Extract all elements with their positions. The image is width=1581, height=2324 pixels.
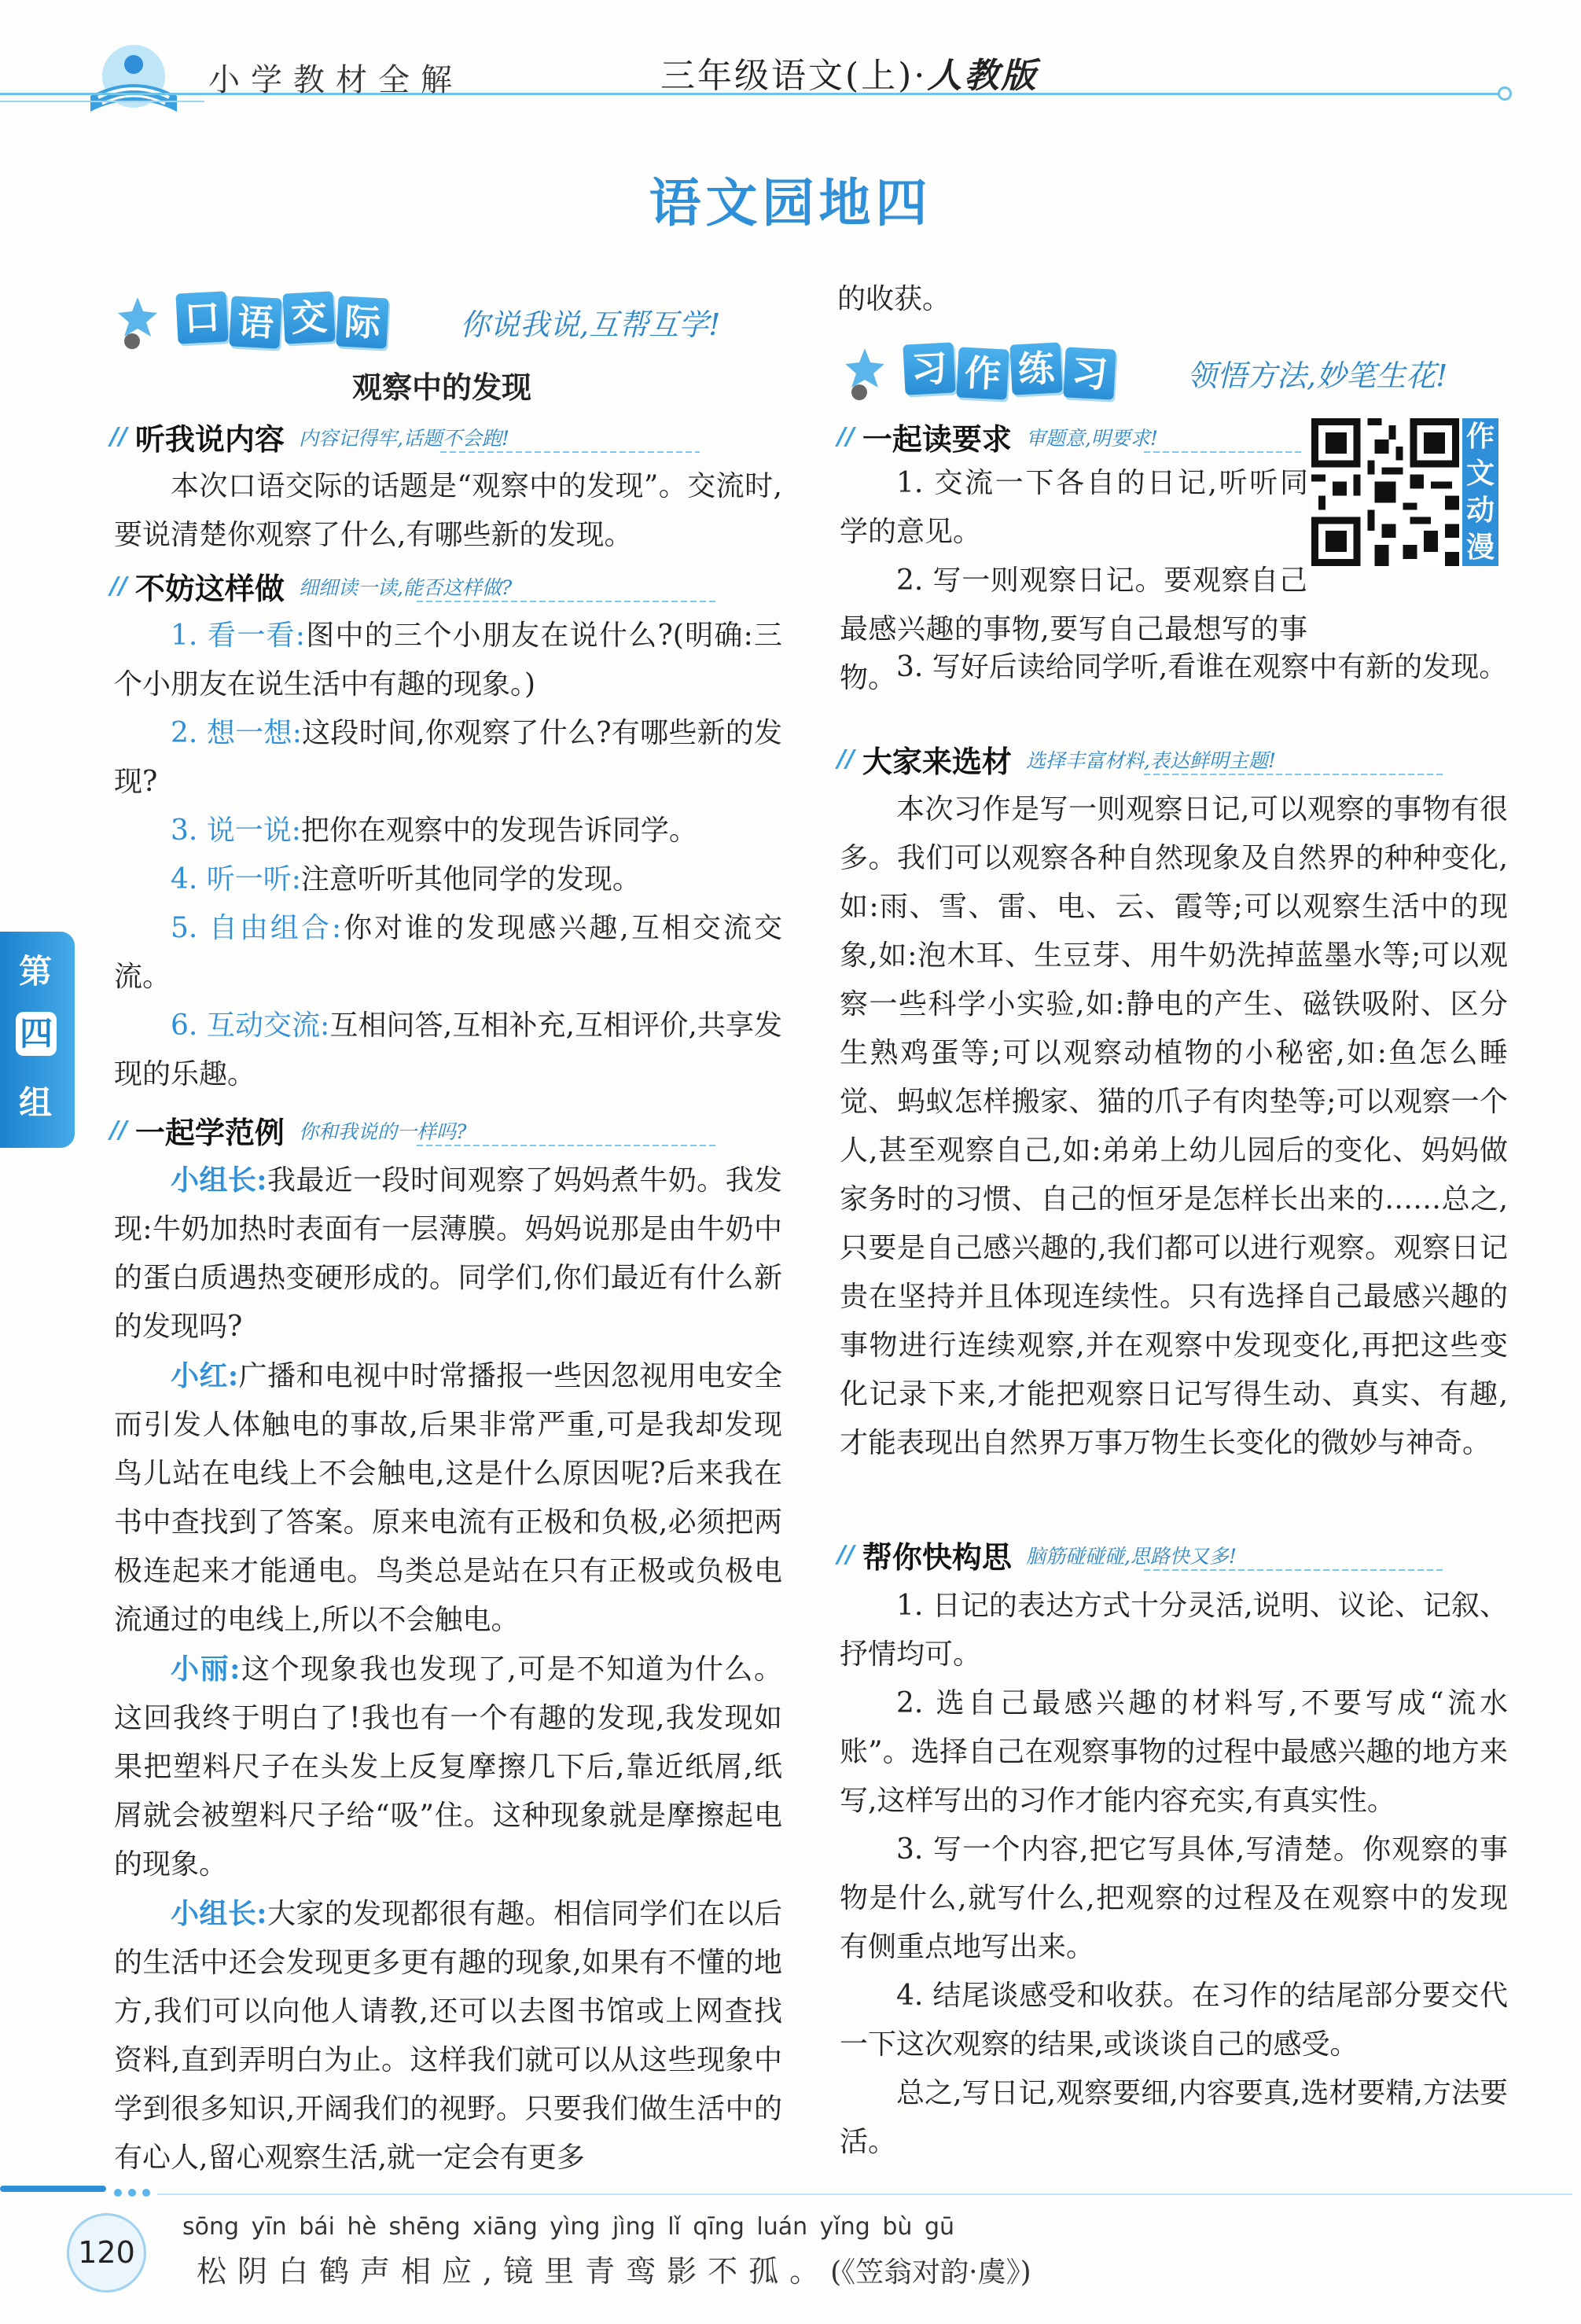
slash-icon: // bbox=[110, 423, 127, 450]
footer-bar bbox=[0, 2186, 106, 2192]
couplet-text: 松阴白鹤声相应,镜里青鸾影不孤。 bbox=[197, 2254, 831, 2289]
oral-slogan: 你说我说,互帮互学! bbox=[460, 307, 721, 342]
dotted-underline bbox=[417, 1145, 715, 1146]
series-name: 小学教材全解 bbox=[208, 62, 463, 98]
dialog-line: 小组长:大家的发现都很有趣。相信同学们在以后的生活中还会发现更多更有趣的现象,如果有不懂的地方,我们可以向他人请教,还可以去图书馆或上网查找资料,直到弄明白为止。这样我们就可以从这些现象中学到很多知识,开阔我们的视野。只要我们做生活中的有心人,留心观察生活,就一定会有更多 bbox=[114, 1897, 782, 2174]
slash-icon: // bbox=[110, 1116, 127, 1144]
continued-text: 的收获。 bbox=[837, 283, 951, 315]
oral-tile: 口 bbox=[175, 291, 228, 344]
writing-tile: 习 bbox=[1063, 347, 1116, 399]
tip-item: 4. 结尾谈感受和收获。在习作的结尾部分要交代一下这次观察的结果,或谈谈自己的感受。 bbox=[840, 1980, 1508, 2061]
slash-icon: // bbox=[110, 572, 127, 600]
dotted-underline bbox=[417, 601, 715, 602]
header-dot bbox=[1498, 86, 1512, 101]
writing-slogan: 领悟方法,妙笔生花! bbox=[1187, 359, 1448, 393]
slash-icon: // bbox=[837, 423, 855, 450]
oral-topic: 观察中的发现 bbox=[352, 370, 532, 405]
tip-item: 1. 日记的表达方式十分灵活,说明、议论、记叙、抒情均可。 bbox=[840, 1590, 1508, 1671]
dialog-line: 小丽:这个现象我也发现了,可是不知道为什么。这回我终于明白了!我也有一个有趣的发现,我发现如果把塑料尺子在头发上反复摩擦几下后,靠近纸屑,纸屑就会被塑料尺子给“吸”住。这种现象就是摩擦起电的现象。 bbox=[114, 1653, 782, 1881]
listen-text: 本次口语交际的话题是“观察中的发现”。交流时,要说清楚你观察了什么,有哪些新的发现。 bbox=[114, 470, 782, 551]
oral-tile: 际 bbox=[336, 296, 388, 348]
writing-tile: 练 bbox=[1009, 342, 1062, 395]
qr-code-icon[interactable] bbox=[1311, 418, 1459, 566]
step-item: 2. 想一想:这段时间,你观察了什么?有哪些新的发现? bbox=[114, 717, 782, 798]
structure-items bbox=[840, 1582, 1508, 2167]
couplet-source: (《笠翁对韵·虞》) bbox=[830, 2256, 1031, 2289]
step-item: 6. 互动交流:互相问答,互相补充,互相评价,共享发现的乐趣。 bbox=[114, 1009, 783, 1090]
page-title: 语文园地四 bbox=[649, 173, 932, 234]
qr-tag-label: 作文动漫 bbox=[1462, 418, 1498, 566]
requirement-item: 3. 写好后读给同学听,看谁在观察中有新的发现。 bbox=[896, 651, 1508, 683]
couplet-pinyin: sōng yīn bái hè shēng xiāng yìng jìng lǐ qīng luán yǐng bù gū bbox=[182, 2213, 955, 2241]
tip-item: 3. 写一个内容,把它写具体,写清楚。你观察的事物是什么,就写什么,把观察的过程及在观察中的发现有侧重点地写出来。 bbox=[840, 1833, 1508, 1963]
header-rule-short bbox=[0, 101, 204, 102]
step-item: 1. 看一看:图中的三个小朋友在说什么?(明确:三个小朋友在说生活中有趣的现象。) bbox=[114, 620, 783, 701]
writing-tile: 习 bbox=[903, 342, 955, 395]
grade-prefix: 三年级语文(上)· bbox=[660, 56, 928, 96]
requirement-item: 2. 写一则观察日记。要观察自己最感兴趣的事物,要写自己最想写的事物。 bbox=[840, 564, 1307, 694]
structure-heading: // 帮你快构思 脑筋碰碰碰,思路快又多! bbox=[837, 1533, 1513, 1572]
dotted-underline bbox=[440, 451, 700, 453]
grade-label bbox=[660, 47, 1038, 97]
oral-banner bbox=[110, 283, 786, 354]
example-dialog bbox=[114, 1156, 782, 2182]
dotted-underline bbox=[1144, 774, 1443, 775]
dialog-line: 小红:广播和电视中时常播报一些因忽视用电安全而引发人体触电的事故,后果非常严重,可是我却发现鸟儿站在电线上不会触电,这是什么原因呢?后来我在书中查找到了答案。原来电流有正极和负极,必须把两极连起来才能通电。鸟类总是站在只有正极或负极电流通过的电线上,所以不会触电。 bbox=[114, 1359, 782, 1636]
step-item: 3. 说一说:把你在观察中的发现告诉同学。 bbox=[171, 815, 697, 847]
listen-heading: // 听我说内容 内容记得牢,话题不会跑! bbox=[110, 415, 786, 454]
unit-side-tab: 第 四 组 bbox=[0, 932, 75, 1148]
tip-item: 2. 选自己最感兴趣的材料写,不要写成“流水账”。选择自己在观察事物的过程中最感兴趣的地方来写,这样写出的习作才能内容充实,有真实性。 bbox=[840, 1687, 1508, 1817]
step-item: 5. 自由组合:你对谁的发现感兴趣,互相交流交流。 bbox=[114, 912, 782, 993]
oral-tiles bbox=[177, 292, 391, 343]
material-heading: // 大家来选材 选择丰富材料,表达鲜明主题! bbox=[837, 737, 1513, 777]
couplet-line bbox=[197, 2247, 1031, 2290]
material-text: 本次习作是写一则观察日记,可以观察的事物有很多。我们可以观察各种自然现象及自然界的种种变化,如:雨、雪、雷、电、云、霞等;可以观察生活中的现象,如:泡木耳、生豆芽、用牛奶洗掉蓝墨水等;可以观察一些科学小实验,如:静电的产生、磁铁吸附、区分生熟鸡蛋等;可以观察动植物的小秘密,如:鱼怎么睡觉、蚂蚁怎样搬家、猫的爪子有肉垫等;可以观察一个人,甚至观察自己,如:弟弟上幼儿园后的变化、妈妈做家务时的习惯、自己的恒牙是怎样长出来的……总之,只要是自己感兴趣的,我们都可以进行观察。观察日记贵在坚持并且体现连续性。只有选择自己最感兴趣的事物进行连续观察,并在观察中发现变化,再把这些变化记录下来,才能把观察日记写得生动、真实、有趣,才能表现出自然界万事万物生长变化的微妙与神奇。 bbox=[840, 793, 1508, 1459]
slash-icon: // bbox=[837, 1541, 855, 1568]
flower-icon bbox=[110, 289, 165, 352]
try-heading: // 不妨这样做 细细读一读,能否这样做? bbox=[110, 564, 786, 604]
flower-icon bbox=[837, 340, 892, 403]
try-steps bbox=[114, 612, 782, 1099]
footer-rule bbox=[157, 2193, 1572, 2195]
page-number: 120 bbox=[67, 2213, 146, 2293]
oral-tile: 语 bbox=[229, 296, 281, 348]
dotted-underline bbox=[1144, 1569, 1443, 1571]
step-item: 4. 听一听:注意听听其他同学的发现。 bbox=[171, 863, 641, 895]
requirement-item: 1. 交流一下各自的日记,听听同学的意见。 bbox=[840, 467, 1308, 548]
example-heading: // 一起学范例 你和我说的一样吗? bbox=[110, 1109, 786, 1148]
dialog-line: 小组长:我最近一段时间观察了妈妈煮牛奶。我发现:牛奶加热时表面有一层薄膜。妈妈说那是由牛奶中的蛋白质遇热变硬形成的。同学们,你们最近有什么新的发现吗? bbox=[114, 1164, 782, 1343]
footer-dots bbox=[114, 2185, 156, 2200]
writing-banner bbox=[837, 334, 1513, 405]
read-heading: // 一起读要求 审题意,明要求! bbox=[837, 415, 1309, 454]
book-logo-icon bbox=[75, 41, 193, 127]
tip-item: 总之,写日记,观察要细,内容要真,选材要精,方法要活。 bbox=[840, 2077, 1508, 2158]
writing-tile: 作 bbox=[956, 347, 1009, 399]
oral-tile: 交 bbox=[282, 291, 335, 344]
writing-tiles bbox=[904, 344, 1118, 394]
read-items-narrow bbox=[840, 459, 1308, 557]
slash-icon: // bbox=[837, 745, 855, 773]
edition-label: 人教版 bbox=[927, 56, 1039, 96]
dotted-underline bbox=[1144, 451, 1301, 453]
